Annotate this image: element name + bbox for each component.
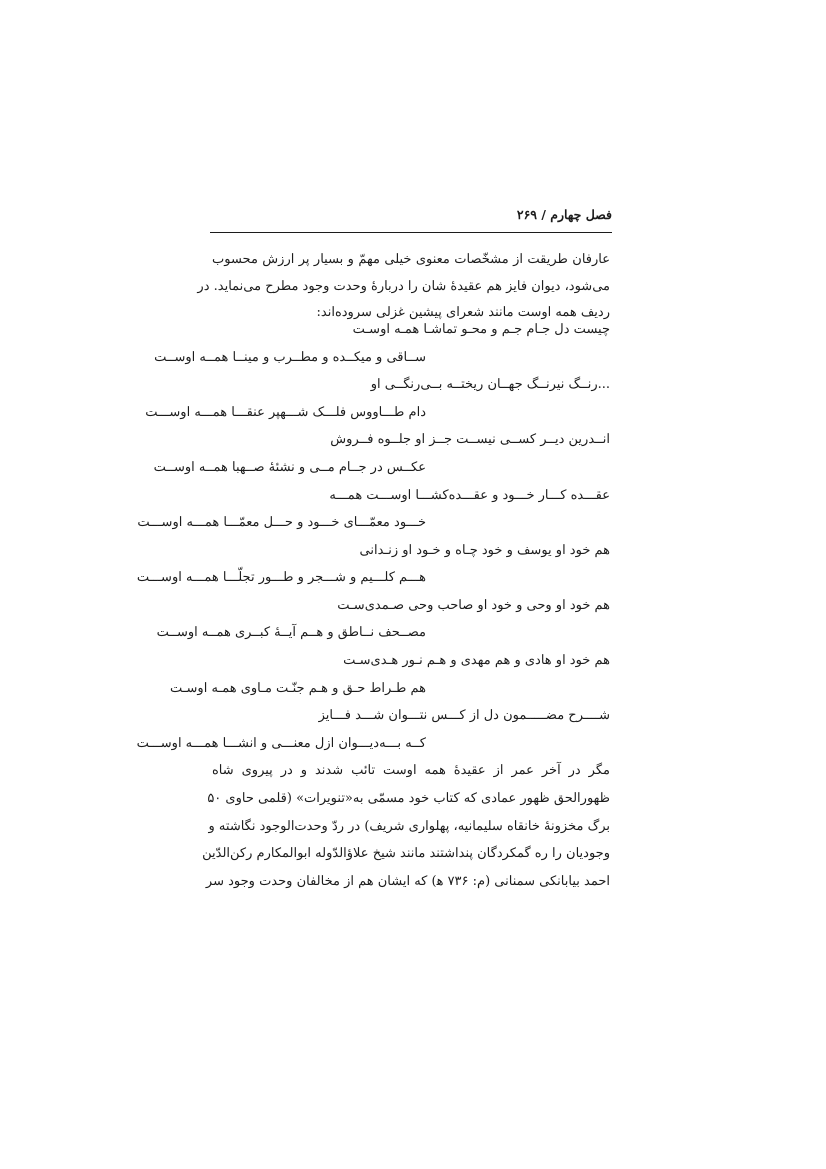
body-line: عارفان طریقت از مشخّصات معنوی خیلی مهمّ و بسیار پر ارزش محسوب	[212, 252, 610, 267]
poem-hemistich: ...رنــگ نیرنــگ جهــان ریختــه بــی‌رنگــی او	[370, 377, 610, 392]
poem-hemistich: هم طـراط حـق و هـم جنّـت مـاوی همـه اوسـت	[169, 681, 426, 696]
body-line: برگ مخزونهٔ خانقاه سلیمانیه، پهلواری شریف) در ردّ وحدت‌الوجود نگاشته و	[208, 819, 610, 834]
body-line: می‌شود، دیوان فایز هم عقیدهٔ شان را دربارهٔ وحدت وجود مطرح می‌نماید. در	[197, 279, 610, 294]
body-line: مگر در آخر عمر از عقیدهٔ همه اوست تائب شدند و در پیروی شاه	[212, 763, 610, 778]
body-line: وجودیان را ره گمکردگان پنداشتند مانند شیخ علاؤالدّوله ابوالمکارم رکن‌الدّین	[202, 846, 610, 861]
poem-hemistich: عکــس در جــام مــی و نشئهٔ صــهبا همــه اوســت	[153, 460, 426, 475]
page-header	[210, 203, 612, 233]
body-line: ظهورالحق ظهور عمادی که کتاب خود مسمّی به«تنویرات» (قلمی حاوی ۵۰	[207, 791, 610, 806]
poem-hemistich: ســاقی و میکــده و مطــرب و مینــا همــه اوســت	[154, 350, 426, 365]
poem-hemistich: هـــم کلـــیم و شـــجر و طـــور تجلّـــا همـــه اوســـت	[136, 570, 426, 585]
poem-hemistich: هم خود او یوسف و خود چـاه و خـود او زنـدانی	[359, 543, 610, 558]
poem-hemistich: کــه بـــه‌دیـــوان ازل معنـــی و انشـــا همـــه اوســـت	[136, 736, 426, 751]
poem-hemistich: هم خود او وحی و خود او صاحب وحی صـمدی‌سـت	[337, 598, 610, 613]
poem-hemistich: چیست دل جـام جـم و محـو تماشـا همـه اوسـت	[352, 322, 610, 337]
poem-hemistich: دام طـــاووس فلـــک شـــهپر عنقـــا همـــه اوســـت	[145, 405, 426, 420]
poem-hemistich: انــدرین دیــر کســی نیســت جــز او جلــوه فــروش	[330, 432, 610, 447]
poem-hemistich: هم خود او هادی و هم مهدی و هـم نـور هـدی‌سـت	[343, 653, 610, 668]
poem-hemistich: خـــود معمّـــای خـــود و حـــل معمّـــا همـــه اوســـت	[137, 515, 426, 530]
poem-hemistich: عقـــده کـــار خـــود و عقـــده‌کشـــا اوســـت همـــه	[329, 488, 610, 503]
poem-hemistich: مصــحف نــاطق و هــم آیــهٔ کبــری همــه اوســت	[156, 625, 426, 640]
poem-hemistich: شــــرح مضـــــمون دل از کـــس نتـــوان شـــد فـــایز	[318, 708, 610, 723]
body-line: ردیف همه اوست مانند شعرای پیشین غزلی سروده‌اند:	[316, 305, 610, 320]
body-line: احمد بیابانکی سمنانی (م: ۷۳۶ ﻫ) که ایشان هم از مخالفان وحدت وجود سر	[205, 874, 610, 889]
header-rule	[210, 232, 612, 233]
running-title: فصل چهارم / ۲۶۹	[516, 207, 612, 222]
